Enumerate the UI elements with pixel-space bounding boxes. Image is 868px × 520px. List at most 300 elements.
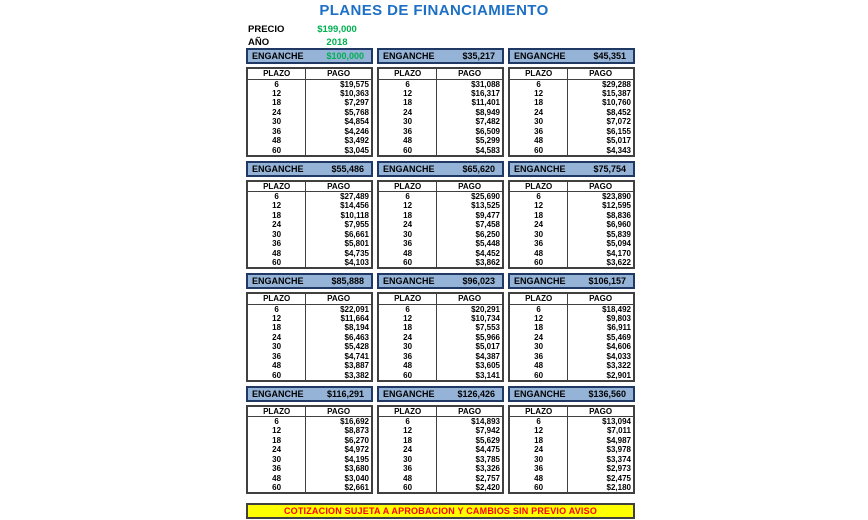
pago-column-header: PAGO bbox=[306, 293, 372, 304]
payment-row bbox=[509, 98, 634, 108]
payment-row bbox=[378, 417, 503, 427]
enganche-value: $85,888 bbox=[331, 276, 364, 286]
pago-column-header: PAGO bbox=[568, 181, 634, 192]
plazo-value: 6 bbox=[247, 79, 306, 89]
payments-table bbox=[508, 180, 635, 270]
plazo-value: 30 bbox=[378, 455, 437, 465]
plazo-column-header: PLAZO bbox=[247, 293, 306, 304]
plazo-value: 24 bbox=[247, 108, 306, 118]
pago-value: $9,477 bbox=[475, 210, 500, 220]
plazo-value: 30 bbox=[247, 117, 306, 127]
pago-value: $13,094 bbox=[602, 417, 631, 426]
payment-row bbox=[509, 258, 634, 268]
payments-table bbox=[508, 67, 635, 157]
pago-value: $2,901 bbox=[606, 370, 631, 380]
plazo-value: 60 bbox=[509, 258, 568, 268]
payment-row bbox=[378, 192, 503, 202]
plazo-value: 12 bbox=[247, 89, 306, 99]
plazo-value: 24 bbox=[378, 333, 437, 343]
pago-value: $2,475 bbox=[606, 473, 631, 483]
pago-value: $4,195 bbox=[344, 454, 369, 464]
payment-row bbox=[509, 455, 634, 465]
pago-value: $18,492 bbox=[602, 304, 631, 314]
pago-value: $8,836 bbox=[606, 210, 631, 220]
pago-value: $7,011 bbox=[606, 426, 631, 436]
plan-table bbox=[246, 386, 373, 495]
payment-row bbox=[509, 426, 634, 436]
pago-value: $29,288 bbox=[602, 79, 631, 89]
enganche-header bbox=[508, 161, 635, 177]
pago-value: $15,387 bbox=[602, 88, 631, 98]
plazo-value: 60 bbox=[247, 483, 306, 493]
payment-row bbox=[247, 361, 372, 371]
plazo-column-header: PLAZO bbox=[509, 406, 568, 417]
plazo-column-header: PLAZO bbox=[247, 181, 306, 192]
plazo-value: 24 bbox=[509, 445, 568, 455]
pago-value: $4,246 bbox=[344, 126, 369, 136]
plan-table bbox=[508, 161, 635, 270]
payment-row bbox=[247, 464, 372, 474]
pago-column-header: PAGO bbox=[306, 406, 372, 417]
plazo-value: 18 bbox=[247, 98, 306, 108]
plazo-value: 30 bbox=[247, 342, 306, 352]
payments-table-header-row bbox=[378, 181, 503, 192]
plazo-value: 18 bbox=[247, 436, 306, 446]
enganche-header bbox=[377, 273, 504, 289]
pago-value: $3,374 bbox=[606, 454, 631, 464]
plazo-value: 48 bbox=[509, 361, 568, 371]
payments-table bbox=[377, 67, 504, 157]
plazo-value: 24 bbox=[378, 220, 437, 230]
pago-value: $5,839 bbox=[606, 229, 631, 239]
plazo-value: 6 bbox=[378, 304, 437, 314]
payment-row bbox=[378, 483, 503, 493]
payment-row bbox=[509, 436, 634, 446]
plazo-value: 30 bbox=[509, 117, 568, 127]
payments-table-header-row bbox=[247, 293, 372, 304]
pago-column-header: PAGO bbox=[306, 181, 372, 192]
enganche-value: $45,351 bbox=[593, 51, 626, 61]
payment-row bbox=[509, 117, 634, 127]
pago-value: $7,072 bbox=[606, 117, 631, 127]
payments-table-header-row bbox=[509, 293, 634, 304]
pago-value: $7,297 bbox=[344, 98, 369, 108]
price-year-block bbox=[248, 23, 362, 49]
plan-table bbox=[246, 161, 373, 270]
enganche-label: ENGANCHE bbox=[383, 51, 435, 61]
pago-value: $6,250 bbox=[475, 229, 500, 239]
pago-column-header: PAGO bbox=[568, 68, 634, 79]
enganche-header bbox=[377, 161, 504, 177]
plazo-value: 18 bbox=[247, 323, 306, 333]
payment-row bbox=[509, 323, 634, 333]
plazo-value: 30 bbox=[378, 342, 437, 352]
pago-value: $4,735 bbox=[344, 248, 369, 258]
payment-row bbox=[378, 239, 503, 249]
enganche-label: ENGANCHE bbox=[252, 388, 304, 399]
enganche-value: $55,486 bbox=[331, 163, 364, 174]
payment-row bbox=[509, 371, 634, 381]
plan-table bbox=[377, 161, 504, 270]
pago-value: $5,768 bbox=[344, 107, 369, 117]
pago-value: $22,091 bbox=[340, 304, 369, 314]
plan-table bbox=[246, 48, 373, 157]
plazo-value: 60 bbox=[509, 146, 568, 156]
payment-row bbox=[247, 201, 372, 211]
enganche-label: ENGANCHE bbox=[514, 276, 566, 286]
plazo-column-header: PLAZO bbox=[378, 181, 437, 192]
payments-table-header-row bbox=[378, 293, 503, 304]
payment-row bbox=[247, 314, 372, 324]
payment-row bbox=[378, 79, 503, 89]
plazo-value: 48 bbox=[509, 474, 568, 484]
pago-value: $6,911 bbox=[606, 323, 631, 333]
plazo-value: 24 bbox=[247, 445, 306, 455]
plazo-value: 60 bbox=[509, 483, 568, 493]
pago-value: $8,873 bbox=[344, 426, 369, 436]
plazo-value: 6 bbox=[247, 417, 306, 427]
payments-table bbox=[246, 292, 373, 382]
payment-row bbox=[247, 342, 372, 352]
enganche-value: $65,620 bbox=[462, 163, 495, 174]
plazo-value: 36 bbox=[247, 464, 306, 474]
plazo-value: 24 bbox=[247, 220, 306, 230]
payments-table-header-row bbox=[378, 68, 503, 79]
enganche-header bbox=[246, 48, 373, 64]
pago-value: $11,664 bbox=[340, 313, 369, 323]
pago-column-header: PAGO bbox=[568, 293, 634, 304]
payment-row bbox=[378, 108, 503, 118]
plazo-value: 60 bbox=[378, 371, 437, 381]
enganche-value: $75,754 bbox=[593, 163, 626, 174]
pago-value: $4,387 bbox=[475, 351, 500, 361]
payments-table-header-row bbox=[509, 181, 634, 192]
pago-value: $3,978 bbox=[606, 445, 631, 455]
payments-table bbox=[508, 405, 635, 495]
payment-row bbox=[509, 417, 634, 427]
plazo-column-header: PLAZO bbox=[247, 68, 306, 79]
plazo-value: 36 bbox=[509, 352, 568, 362]
anio-label: AÑO bbox=[248, 37, 270, 48]
plan-table bbox=[508, 273, 635, 382]
plazo-value: 6 bbox=[378, 417, 437, 427]
payments-table bbox=[246, 405, 373, 495]
payment-row bbox=[509, 474, 634, 484]
enganche-label: ENGANCHE bbox=[252, 276, 304, 286]
plazo-value: 18 bbox=[378, 98, 437, 108]
payment-row bbox=[247, 192, 372, 202]
pago-value: $10,760 bbox=[602, 98, 631, 108]
enganche-value: $96,023 bbox=[462, 276, 495, 286]
pago-value: $31,088 bbox=[471, 79, 500, 89]
pago-value: $8,452 bbox=[606, 107, 631, 117]
payments-table-header-row bbox=[509, 68, 634, 79]
pago-value: $8,949 bbox=[475, 107, 500, 117]
plazo-value: 24 bbox=[247, 333, 306, 343]
pago-value: $13,525 bbox=[471, 201, 500, 211]
plazo-value: 30 bbox=[378, 117, 437, 127]
payment-row bbox=[509, 483, 634, 493]
pago-value: $7,955 bbox=[344, 220, 369, 230]
pago-value: $27,489 bbox=[340, 192, 369, 201]
payments-table bbox=[377, 292, 504, 382]
payment-row bbox=[509, 89, 634, 99]
plazo-value: 48 bbox=[378, 474, 437, 484]
plazo-value: 36 bbox=[509, 239, 568, 249]
pago-value: $25,690 bbox=[471, 192, 500, 201]
enganche-value: $106,157 bbox=[588, 276, 626, 286]
plazo-value: 12 bbox=[247, 426, 306, 436]
pago-column-header: PAGO bbox=[568, 406, 634, 417]
plazo-value: 30 bbox=[247, 455, 306, 465]
pago-value: $4,452 bbox=[475, 248, 500, 258]
plazo-value: 48 bbox=[247, 249, 306, 259]
enganche-value: $116,291 bbox=[326, 388, 364, 399]
plazo-value: 30 bbox=[378, 230, 437, 240]
plazo-value: 36 bbox=[247, 352, 306, 362]
payment-row bbox=[378, 426, 503, 436]
payment-row bbox=[247, 352, 372, 362]
payment-row bbox=[509, 230, 634, 240]
pago-value: $10,734 bbox=[471, 313, 500, 323]
pago-value: $2,420 bbox=[475, 483, 500, 492]
plazo-value: 48 bbox=[247, 474, 306, 484]
pago-value: $5,966 bbox=[475, 332, 500, 342]
enganche-label: ENGANCHE bbox=[252, 51, 304, 61]
payment-row bbox=[247, 146, 372, 156]
pago-value: $4,583 bbox=[475, 145, 500, 155]
pago-column-header: PAGO bbox=[437, 68, 503, 79]
payment-row bbox=[509, 211, 634, 221]
plazo-value: 36 bbox=[247, 127, 306, 137]
pago-value: $4,972 bbox=[344, 445, 369, 455]
enganche-label: ENGANCHE bbox=[383, 388, 435, 399]
pago-value: $3,382 bbox=[344, 370, 369, 380]
pago-value: $4,606 bbox=[606, 342, 631, 352]
payment-row bbox=[378, 474, 503, 484]
precio-value: $199,000 bbox=[317, 24, 357, 35]
payments-table bbox=[246, 67, 373, 157]
pago-value: $16,317 bbox=[471, 88, 500, 98]
pago-value: $5,629 bbox=[475, 435, 500, 445]
payment-row bbox=[378, 323, 503, 333]
payments-table-header-row bbox=[247, 406, 372, 417]
payment-row bbox=[247, 249, 372, 259]
plazo-value: 12 bbox=[509, 426, 568, 436]
payment-row bbox=[378, 98, 503, 108]
enganche-value: $136,560 bbox=[588, 388, 626, 399]
payment-row bbox=[509, 146, 634, 156]
payment-row bbox=[378, 371, 503, 381]
plazo-value: 6 bbox=[509, 417, 568, 427]
payments-table-header-row bbox=[247, 68, 372, 79]
enganche-label: ENGANCHE bbox=[383, 163, 435, 174]
enganche-label: ENGANCHE bbox=[383, 276, 435, 286]
page-title: PLANES DE FINANCIAMIENTO bbox=[319, 2, 549, 19]
payment-row bbox=[247, 333, 372, 343]
plazo-value: 24 bbox=[378, 445, 437, 455]
plazo-column-header: PLAZO bbox=[378, 68, 437, 79]
enganche-value: $100,000 bbox=[326, 51, 364, 61]
plazo-value: 36 bbox=[378, 352, 437, 362]
plazo-value: 6 bbox=[509, 79, 568, 89]
payment-row bbox=[378, 89, 503, 99]
payment-row bbox=[247, 417, 372, 427]
payment-row bbox=[247, 323, 372, 333]
enganche-label: ENGANCHE bbox=[514, 163, 566, 174]
plazo-value: 18 bbox=[509, 211, 568, 221]
pago-value: $4,987 bbox=[606, 435, 631, 445]
payments-table bbox=[246, 180, 373, 270]
pago-value: $10,363 bbox=[340, 88, 369, 98]
plan-table bbox=[508, 48, 635, 157]
payments-table-header-row bbox=[378, 406, 503, 417]
plazo-value: 12 bbox=[247, 201, 306, 211]
precio-label: PRECIO bbox=[248, 24, 285, 35]
payment-row bbox=[247, 230, 372, 240]
payment-row bbox=[378, 220, 503, 230]
pago-value: $2,661 bbox=[344, 483, 369, 492]
payments-table bbox=[508, 292, 635, 382]
payment-row bbox=[378, 117, 503, 127]
enganche-header bbox=[508, 273, 635, 289]
plazo-value: 12 bbox=[509, 201, 568, 211]
pago-value: $3,680 bbox=[344, 464, 369, 474]
payment-row bbox=[509, 304, 634, 314]
pago-value: $6,960 bbox=[606, 220, 631, 230]
pago-value: $3,622 bbox=[606, 258, 631, 267]
pago-value: $4,343 bbox=[606, 145, 631, 155]
plan-table bbox=[377, 386, 504, 495]
plazo-value: 18 bbox=[378, 211, 437, 221]
pago-value: $23,890 bbox=[602, 192, 631, 201]
pago-value: $4,103 bbox=[344, 258, 369, 267]
payment-row bbox=[247, 474, 372, 484]
payment-row bbox=[247, 445, 372, 455]
plazo-value: 60 bbox=[378, 483, 437, 493]
plazo-value: 12 bbox=[378, 426, 437, 436]
plazo-value: 12 bbox=[378, 201, 437, 211]
enganche-value: $35,217 bbox=[462, 51, 495, 61]
pago-value: $3,040 bbox=[344, 473, 369, 483]
payment-row bbox=[509, 464, 634, 474]
plazo-column-header: PLAZO bbox=[378, 293, 437, 304]
payment-row bbox=[509, 220, 634, 230]
payment-row bbox=[378, 146, 503, 156]
plans-grid bbox=[246, 48, 635, 494]
pago-value: $5,469 bbox=[606, 332, 631, 342]
payment-row bbox=[378, 258, 503, 268]
plazo-value: 6 bbox=[378, 192, 437, 202]
plazo-value: 24 bbox=[509, 220, 568, 230]
pago-value: $10,118 bbox=[340, 210, 369, 220]
plazo-value: 48 bbox=[509, 249, 568, 259]
plazo-value: 36 bbox=[509, 464, 568, 474]
pago-value: $4,741 bbox=[344, 351, 369, 361]
payment-row bbox=[247, 117, 372, 127]
payment-row bbox=[509, 108, 634, 118]
pago-value: $5,428 bbox=[344, 342, 369, 352]
plan-table bbox=[377, 273, 504, 382]
pago-value: $5,017 bbox=[475, 342, 500, 352]
enganche-label: ENGANCHE bbox=[252, 163, 304, 174]
pago-value: $4,475 bbox=[475, 445, 500, 455]
enganche-header bbox=[246, 273, 373, 289]
payment-row bbox=[378, 445, 503, 455]
pago-value: $5,448 bbox=[475, 239, 500, 249]
pago-value: $7,482 bbox=[475, 117, 500, 127]
plazo-value: 18 bbox=[509, 98, 568, 108]
plazo-column-header: PLAZO bbox=[509, 68, 568, 79]
pago-value: $14,893 bbox=[471, 417, 500, 426]
plazo-column-header: PLAZO bbox=[378, 406, 437, 417]
pago-value: $6,155 bbox=[606, 126, 631, 136]
plazo-value: 6 bbox=[247, 304, 306, 314]
pago-value: $3,322 bbox=[606, 361, 631, 371]
pago-value: $4,170 bbox=[606, 248, 631, 258]
payment-row bbox=[509, 79, 634, 89]
pago-value: $7,553 bbox=[475, 323, 500, 333]
enganche-header bbox=[508, 48, 635, 64]
pago-value: $19,575 bbox=[340, 79, 369, 89]
pago-value: $20,291 bbox=[471, 304, 500, 314]
payment-row bbox=[378, 464, 503, 474]
pago-value: $6,270 bbox=[344, 435, 369, 445]
plazo-value: 60 bbox=[378, 146, 437, 156]
pago-value: $7,458 bbox=[475, 220, 500, 230]
enganche-label: ENGANCHE bbox=[514, 51, 566, 61]
pago-value: $4,033 bbox=[606, 351, 631, 361]
plazo-value: 60 bbox=[509, 371, 568, 381]
plazo-value: 48 bbox=[509, 136, 568, 146]
plazo-value: 60 bbox=[247, 258, 306, 268]
plazo-value: 36 bbox=[378, 239, 437, 249]
plazo-column-header: PLAZO bbox=[509, 181, 568, 192]
payment-row bbox=[378, 127, 503, 137]
payment-row bbox=[378, 314, 503, 324]
plazo-value: 12 bbox=[509, 89, 568, 99]
pago-value: $5,299 bbox=[475, 136, 500, 146]
plazo-value: 60 bbox=[247, 146, 306, 156]
pago-value: $7,942 bbox=[475, 426, 500, 436]
payment-row bbox=[247, 239, 372, 249]
plazo-value: 18 bbox=[378, 323, 437, 333]
pago-value: $3,326 bbox=[475, 464, 500, 474]
pago-value: $9,803 bbox=[606, 313, 631, 323]
plazo-value: 36 bbox=[378, 464, 437, 474]
plazo-column-header: PLAZO bbox=[509, 293, 568, 304]
pago-column-header: PAGO bbox=[437, 181, 503, 192]
pago-value: $3,141 bbox=[475, 370, 500, 380]
payment-row bbox=[247, 371, 372, 381]
plazo-value: 24 bbox=[378, 108, 437, 118]
pago-value: $6,463 bbox=[344, 332, 369, 342]
pago-column-header: PAGO bbox=[306, 68, 372, 79]
enganche-header bbox=[246, 386, 373, 402]
payment-row bbox=[509, 333, 634, 343]
plazo-value: 30 bbox=[509, 230, 568, 240]
pago-value: $5,017 bbox=[606, 136, 631, 146]
payment-row bbox=[509, 127, 634, 137]
plazo-value: 48 bbox=[247, 136, 306, 146]
pago-column-header: PAGO bbox=[437, 293, 503, 304]
plazo-value: 12 bbox=[247, 314, 306, 324]
payment-row bbox=[378, 249, 503, 259]
enganche-header bbox=[508, 386, 635, 402]
payment-row bbox=[378, 211, 503, 221]
plazo-value: 60 bbox=[247, 371, 306, 381]
pago-value: $5,801 bbox=[344, 239, 369, 249]
